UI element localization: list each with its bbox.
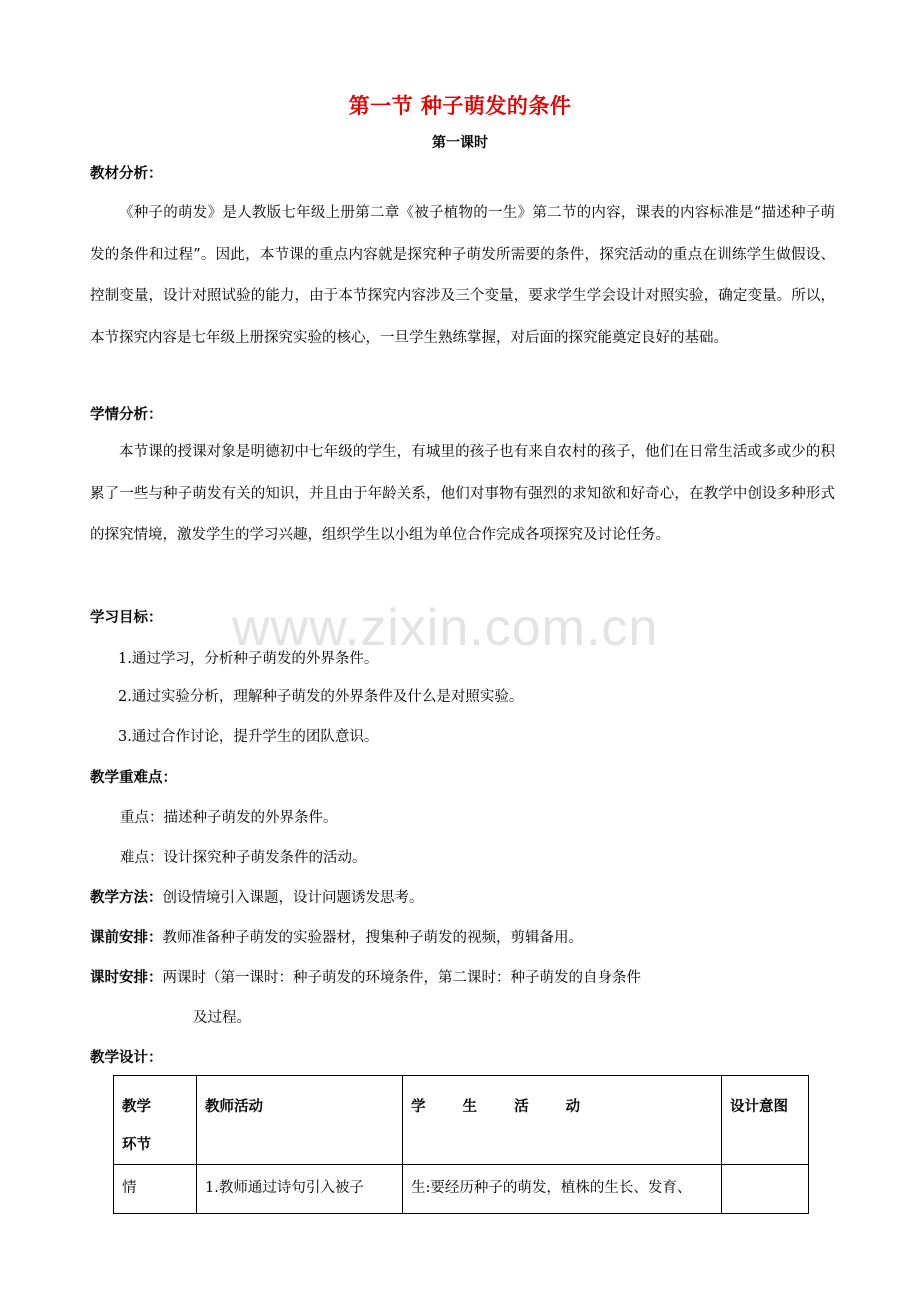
analysis-paragraph: 《种子的萌发》是人教版七年级上册第二章《被子植物的一生》第二节的内容，课表的内容标准是“描述种子萌发的条件和过程”。因此，本节课的重点内容就是探究种子萌发所需要的条件，探究活动的重点在训练学生做假设、控制变量，设计对照试验的能力，由于本节探究内容涉及三个变量，要求学生学会设计对照实验，确定变量。所以，本节探究内容是七年级上册探究实验的核心，一旦学生熟练掌握，对后面的探究能奠定良好的基础。 xyxy=(90,205,835,346)
design-heading: 教学设计： xyxy=(90,1050,163,1066)
keypoints-heading: 教学重难点： xyxy=(90,770,177,786)
design-table xyxy=(113,1075,809,1214)
row1-stage: 情 xyxy=(122,1180,137,1196)
header-teacher: 教师活动 xyxy=(205,1099,263,1115)
students-paragraph: 本节课的授课对象是明德初中七年级的学生，有城里的孩子也有来自农村的孩子，他们在日常生活或多或少的积累了一些与种子萌发有关的知识，并且由于年龄关系，他们对事物有强烈的求知欲和好奇心，在教学中创设多种形式的探究情境，激发学生的学习兴趣，组织学生以小组为单位合作完成各项探究及讨论任务。 xyxy=(90,444,835,543)
schedule-line xyxy=(90,966,641,987)
method-text: 创设情境引入课题，设计问题诱发思考。 xyxy=(162,890,424,906)
analysis-heading: 教材分析： xyxy=(90,166,163,182)
watermark: www.zixin.com.cn xyxy=(232,599,659,657)
header-intent: 设计意图 xyxy=(730,1099,788,1115)
method-label: 教学方法： xyxy=(90,890,163,906)
goal-item-1: 1.通过学习，分析种子萌发的外界条件。 xyxy=(118,651,379,667)
goal-item-2: 2.通过实验分析，理解种子萌发的外界条件及什么是对照实验。 xyxy=(118,689,524,705)
difficult-point: 难点：设计探究种子萌发条件的活动。 xyxy=(120,850,367,866)
row1-teacher: 1.教师通过诗句引入被子 xyxy=(205,1180,364,1196)
row1-student: 生:要经历种子的萌发，植株的生长、发育、 xyxy=(411,1180,692,1196)
row1-intent-cell xyxy=(722,1165,809,1214)
row1-intent xyxy=(722,1165,808,1169)
key-point: 重点：描述种子萌发的外界条件。 xyxy=(120,810,338,826)
schedule-continuation: 及过程。 xyxy=(193,1010,251,1026)
schedule-text: 两课时（第一课时：种子萌发的环境条件，第二课时：种子萌发的自身条件 xyxy=(162,970,641,986)
row1-student-cell xyxy=(403,1165,722,1214)
table-header-row xyxy=(114,1076,809,1165)
students-heading: 学情分析： xyxy=(90,407,163,423)
header-student: 学 生 活 动 xyxy=(411,1099,597,1115)
row1-stage-cell xyxy=(114,1165,197,1214)
header-stage-line2: 环节 xyxy=(122,1137,151,1153)
prep-label: 课前安排： xyxy=(90,930,163,946)
header-cell-teacher xyxy=(197,1076,403,1165)
document-subtitle: 第一课时 xyxy=(432,135,488,151)
header-cell-student xyxy=(403,1076,722,1165)
goal-item-3: 3.通过合作讨论，提升学生的团队意识。 xyxy=(118,729,379,745)
prep-line xyxy=(90,926,583,947)
table-row xyxy=(114,1165,809,1214)
schedule-label: 课时安排： xyxy=(90,970,163,986)
header-cell-stage xyxy=(114,1076,197,1165)
header-cell-intent xyxy=(722,1076,809,1165)
row1-teacher-cell xyxy=(197,1165,403,1214)
method-line xyxy=(90,886,424,907)
prep-text: 教师准备种子萌发的实验器材，搜集种子萌发的视频，剪辑备用。 xyxy=(162,930,583,946)
goals-heading: 学习目标： xyxy=(90,610,163,626)
document-title: 第一节 种子萌发的条件 xyxy=(348,94,572,118)
header-stage-line1: 教学 xyxy=(122,1099,151,1115)
